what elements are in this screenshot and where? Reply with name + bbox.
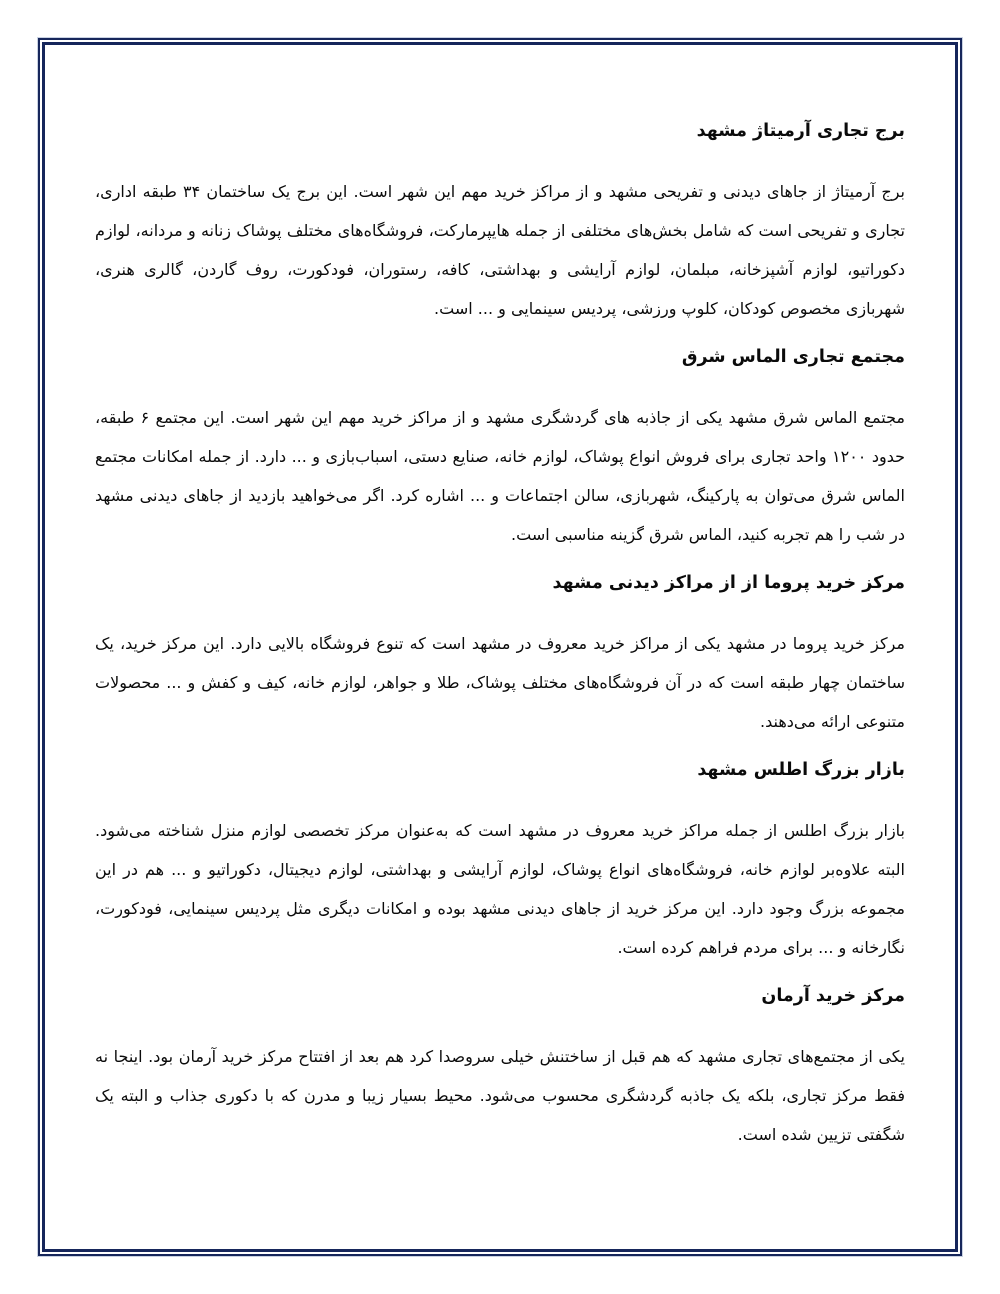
document-section [95, 116, 905, 328]
section-paragraph: برج آرمیتاژ از جاهای دیدنی و تفریحی مشهد و از مراکز خرید مهم این شهر است. این برج یک ساختمان ۳۴ طبقه اداری، تجاری و تفریحی است که شامل بخش‌های مختلفی از جمله هایپرمارکت، فروشگاه‌های مختلف پوشاک زنانه و مردانه، لوازم دکوراتیو، لوازم آشپزخانه، مبلمان، لوازم آرایشی و بهداشتی، کافه، رستوران، فودکورت، روف گاردن، گالری هنری، شهربازی مخصوص کودکان، کلوپ ورزشی، پردیس سینمایی و ... است. [95, 182, 905, 318]
document-section [95, 568, 905, 741]
page-border-frame [37, 37, 963, 1257]
section-paragraph: مجتمع الماس شرق مشهد یکی از جاذبه های گردشگری مشهد و از مراکز خرید مهم این شهر است. این مجتمع ۶ طبقه، حدود ۱۲۰۰ واحد تجاری برای فروش انواع پوشاک، لوازم خانه، صنایع دستی، اسباب‌بازی و ... دارد. از جمله امکانات مجتمع الماس شرق می‌توان به پارکینگ، شهربازی، سالن اجتماعات و ... اشاره کرد. اگر می‌خواهید بازدید از جاهای دیدنی مشهد در شب را هم تجربه کنید، الماس شرق گزینه مناسبی است. [95, 408, 906, 544]
section-heading: مرکز خرید پروما از از مراکز دیدنی مشهد [552, 573, 905, 593]
page-border-thick-line [42, 42, 958, 1252]
section-heading: برج تجاری آرمیتاژ مشهد [696, 121, 905, 141]
section-heading: مرکز خرید آرمان [761, 986, 905, 1006]
document-content [45, 45, 955, 1249]
section-paragraph: بازار بزرگ اطلس از جمله مراکز خرید معروف در مشهد است که به‌عنوان مرکز تخصصی لوازم منزل شناخته می‌شود. البته علاوه‌بر لوازم خانه، فروشگاه‌های انواع پوشاک، لوازم آرایشی و بهداشتی، لوازم دیجیتال، دکوراتیو و ... هم در این مجموعه بزرگ وجود دارد. این مرکز خرید از جاهای دیدنی مشهد بوده و امکانات دیگری مثل پردیس سینمایی، فودکورت، نگارخانه و ... برای مردم فراهم کرده است. [95, 821, 905, 957]
page-border-thin-line [38, 38, 962, 1256]
document-section [95, 755, 905, 967]
document-section [95, 981, 905, 1154]
section-paragraph: یکی از مجتمع‌های تجاری مشهد که هم قبل از ساختنش خیلی سروصدا کرد هم بعد از افتتاح مرکز خرید آرمان بود. اینجا نه فقط مرکز تجاری، بلکه یک جاذبه گردشگری محسوب می‌شود. محیط بسیار زیبا و مدرن که با دکوری جذاب و البته یک شگفتی تزیین شده است. [95, 1047, 905, 1144]
section-heading: بازار بزرگ اطلس مشهد [697, 760, 905, 780]
section-heading: مجتمع تجاری الماس شرق [681, 347, 905, 367]
document-section [95, 342, 905, 554]
section-paragraph: مرکز خرید پروما در مشهد یکی از مراکز خرید معروف در مشهد است که تنوع فروشگاه بالایی دارد. این مرکز خرید، یک ساختمان چهار طبقه است که در آن فروشگاه‌های مختلف پوشاک، طلا و جواهر، لوازم خانه، کیف و کفش و ... محصولات متنوعی ارائه می‌دهند. [95, 634, 905, 731]
